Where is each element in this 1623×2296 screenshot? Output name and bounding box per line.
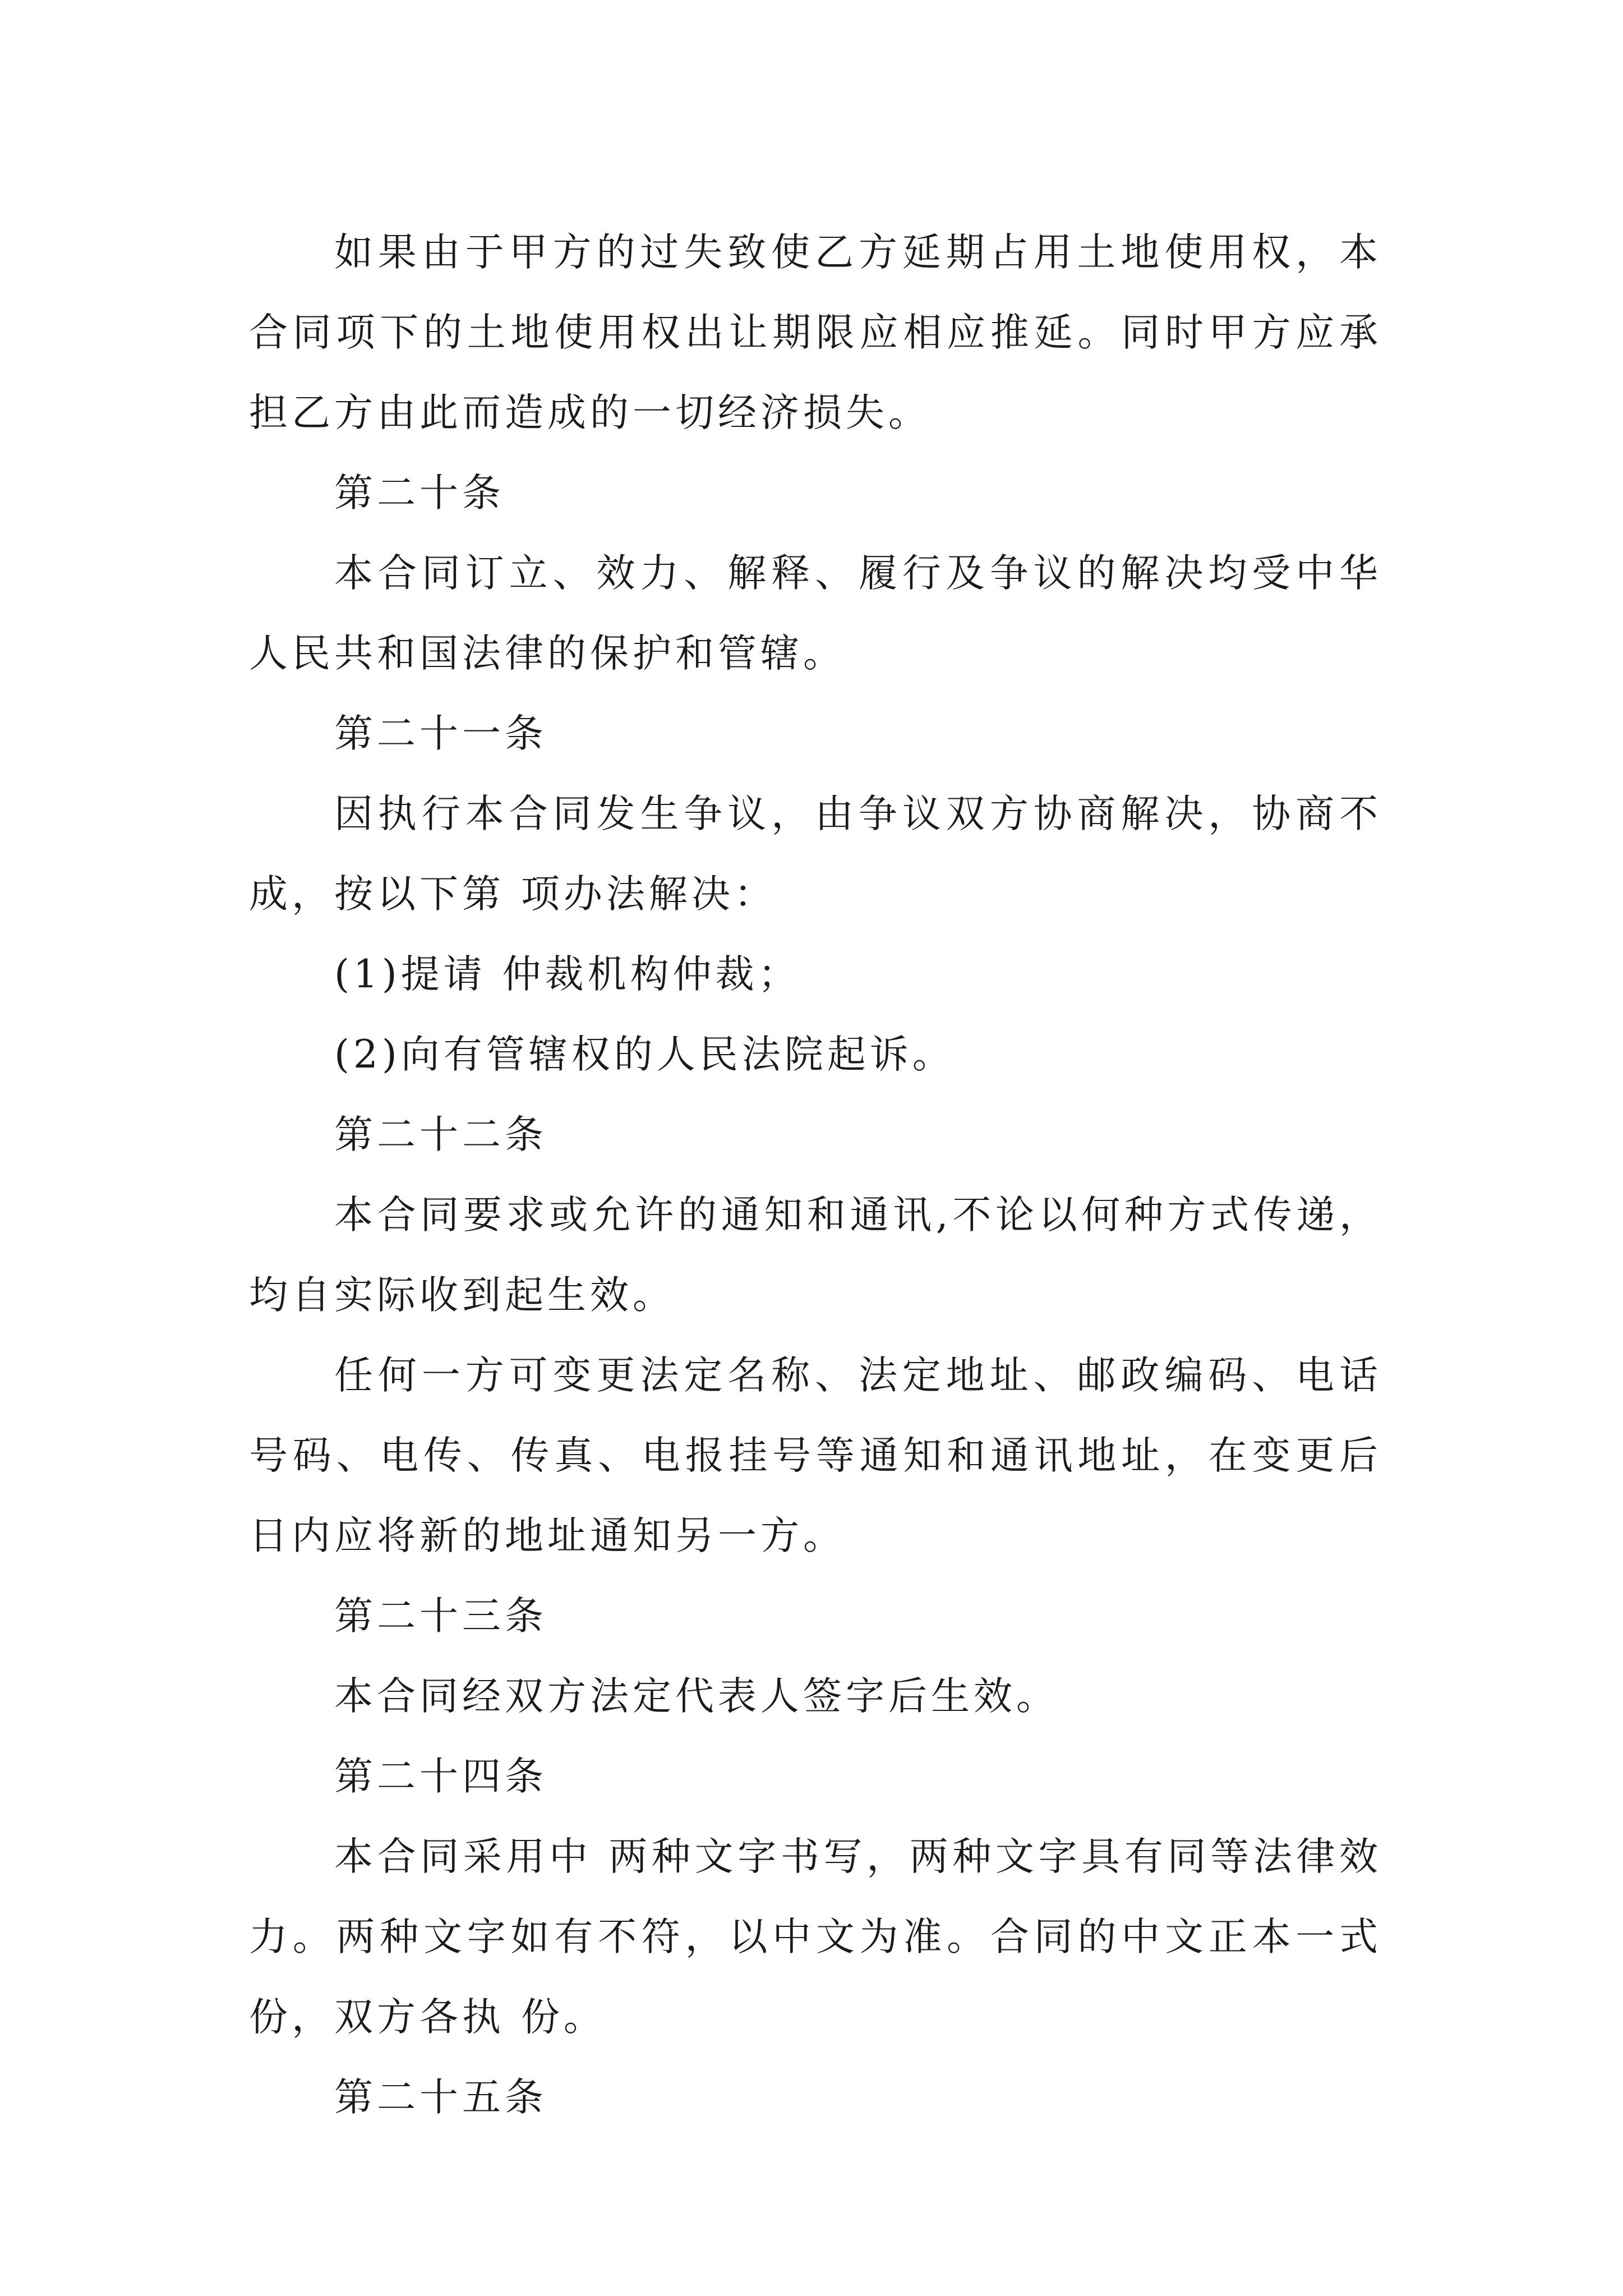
paragraph-dispute-resolution: 因执行本合同发生争议，由争议双方协商解决，协商不成，按以下第 项办法解决：: [249, 792, 1382, 917]
paragraph-option-court: (2)向有管辖权的人民法院起诉。: [334, 1032, 955, 1077]
article-23-heading: 第二十三条: [334, 1594, 547, 1639]
document-body: [249, 213, 1382, 2138]
paragraph-delay-compensation: 如果由于甲方的过失致使乙方延期占用土地使用权，本合同项下的土地使用权出让期限应相应推延。同时甲方应承担乙方由此而造成的一切经济损失。: [249, 230, 1382, 435]
paragraph-languages-copies: 本合同采用中 两种文字书写，两种文字具有同等法律效力。两种文字如有不符，以中文为准。合同的中文正本一式 份，双方各执 份。: [249, 1834, 1382, 2040]
article-20-heading: 第二十条: [334, 471, 505, 516]
paragraph-effective-signature: 本合同经双方法定代表人签字后生效。: [334, 1674, 1059, 1719]
paragraph-option-arbitration: (1)提请 仲裁机构仲裁；: [334, 952, 801, 997]
article-25-heading: 第二十五条: [334, 2075, 547, 2120]
paragraph-address-change: 任何一方可变更法定名称、法定地址、邮政编码、电话号码、电传、传真、电报挂号等通知和通讯地址，在变更后 日内应将新的地址通知另一方。: [249, 1353, 1382, 1558]
article-21-heading: 第二十一条: [334, 711, 547, 756]
paragraph-governing-law: 本合同订立、效力、解释、履行及争议的解决均受中华人民共和国法律的保护和管辖。: [249, 551, 1382, 676]
article-22-heading: 第二十二条: [334, 1112, 547, 1157]
paragraph-notices-effective: 本合同要求或允许的通知和通讯,不论以何种方式传递，均自实际收到起生效。: [249, 1193, 1382, 1318]
article-24-heading: 第二十四条: [334, 1754, 547, 1799]
